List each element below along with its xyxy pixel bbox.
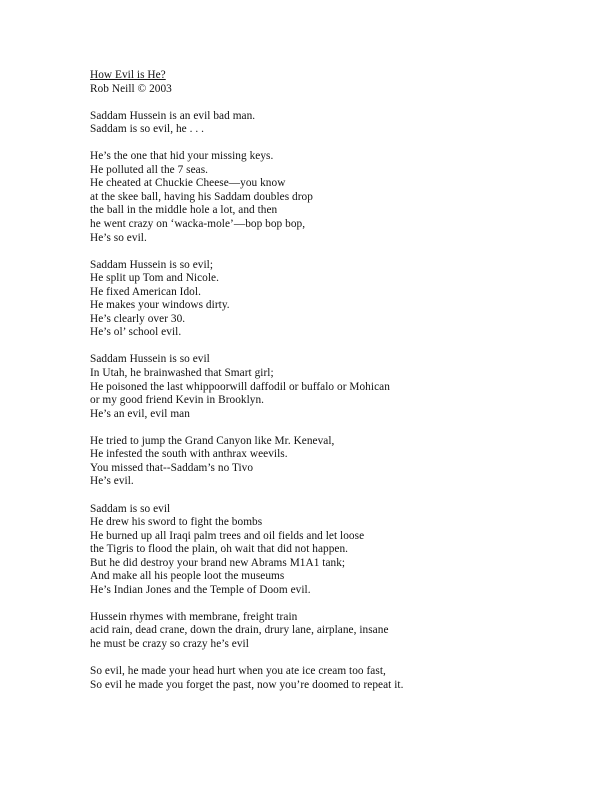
poem-line: Saddam Hussein is so evil; bbox=[90, 258, 214, 271]
poem-line: He’s the one that hid your missing keys. bbox=[90, 150, 274, 163]
poem-line: He split up Tom and Nicole. bbox=[90, 272, 219, 285]
poem-byline: Rob Neill © 2003 bbox=[90, 82, 172, 95]
poem-line: He makes your windows dirty. bbox=[90, 299, 230, 312]
poem-line: So evil he made you forget the past, now you’re doomed to repeat it. bbox=[90, 678, 404, 691]
poem-line: He’s clearly over 30. bbox=[90, 312, 186, 325]
poem-line: But he did destroy your brand new Abrams M1A1 tank; bbox=[90, 556, 346, 569]
poem-title: How Evil is He? bbox=[90, 69, 166, 81]
poem-line: In Utah, he brainwashed that Smart girl; bbox=[90, 367, 274, 380]
poem-line: Saddam Hussein is an evil bad man. bbox=[90, 109, 256, 122]
poem-line: He drew his sword to fight the bombs bbox=[90, 516, 263, 529]
poem-line: And make all his people loot the museums bbox=[90, 570, 285, 583]
poem-line: He’s Indian Jones and the Temple of Doom evil. bbox=[90, 583, 311, 596]
stanza-6 bbox=[90, 503, 590, 598]
stanza-7 bbox=[90, 611, 590, 652]
poem-line: He’s an evil, evil man bbox=[90, 407, 190, 420]
poem-line: He’s so evil. bbox=[90, 231, 147, 244]
poem-line: He’s ol’ school evil. bbox=[90, 326, 182, 339]
stanza-1 bbox=[90, 110, 590, 137]
poem-line: the Tigris to flood the plain, oh wait that did not happen. bbox=[90, 543, 349, 556]
poem-line: Saddam Hussein is so evil bbox=[90, 353, 210, 366]
poem-line: He burned up all Iraqi palm trees and oil fields and let loose bbox=[90, 529, 365, 542]
poem-line: Saddam is so evil bbox=[90, 502, 171, 515]
poem-line: the ball in the middle hole a lot, and then bbox=[90, 204, 278, 217]
poem-line: He fixed American Idol. bbox=[90, 285, 201, 298]
poem-line: Hussein rhymes with membrane, freight train bbox=[90, 610, 298, 623]
poem-line: Saddam is so evil, he . . . bbox=[90, 123, 204, 136]
poem-line: He cheated at Chuckie Cheese—you know bbox=[90, 177, 286, 190]
poem-line: You missed that--Saddam’s no Tivo bbox=[90, 461, 254, 474]
stanza-3 bbox=[90, 259, 590, 340]
poem-line: He poisoned the last whippoorwill daffodil or buffalo or Mohican bbox=[90, 380, 390, 393]
poem-line: He tried to jump the Grand Canyon like Mr. Keneval, bbox=[90, 434, 335, 447]
poem-line: So evil, he made your head hurt when you ate ice cream too fast, bbox=[90, 665, 386, 678]
poem-line: he must be crazy so crazy he’s evil bbox=[90, 637, 249, 650]
poem-line: He infested the south with anthrax weevils. bbox=[90, 448, 288, 461]
stanza-2 bbox=[90, 150, 590, 245]
poem-line: acid rain, dead crane, down the drain, drury lane, airplane, insane bbox=[90, 624, 389, 637]
stanza-5 bbox=[90, 435, 590, 489]
poem-line: he went crazy on ‘wacka-mole’—bop bop bop, bbox=[90, 218, 306, 231]
poem-line: or my good friend Kevin in Brooklyn. bbox=[90, 394, 265, 407]
poem-line: at the skee ball, having his Saddam doubles drop bbox=[90, 190, 313, 203]
poem-line: He polluted all the 7 seas. bbox=[90, 163, 209, 176]
stanza-8 bbox=[90, 665, 590, 692]
stanza-4 bbox=[90, 353, 590, 421]
poem-line: He’s evil. bbox=[90, 475, 134, 488]
poem-body bbox=[90, 69, 590, 706]
